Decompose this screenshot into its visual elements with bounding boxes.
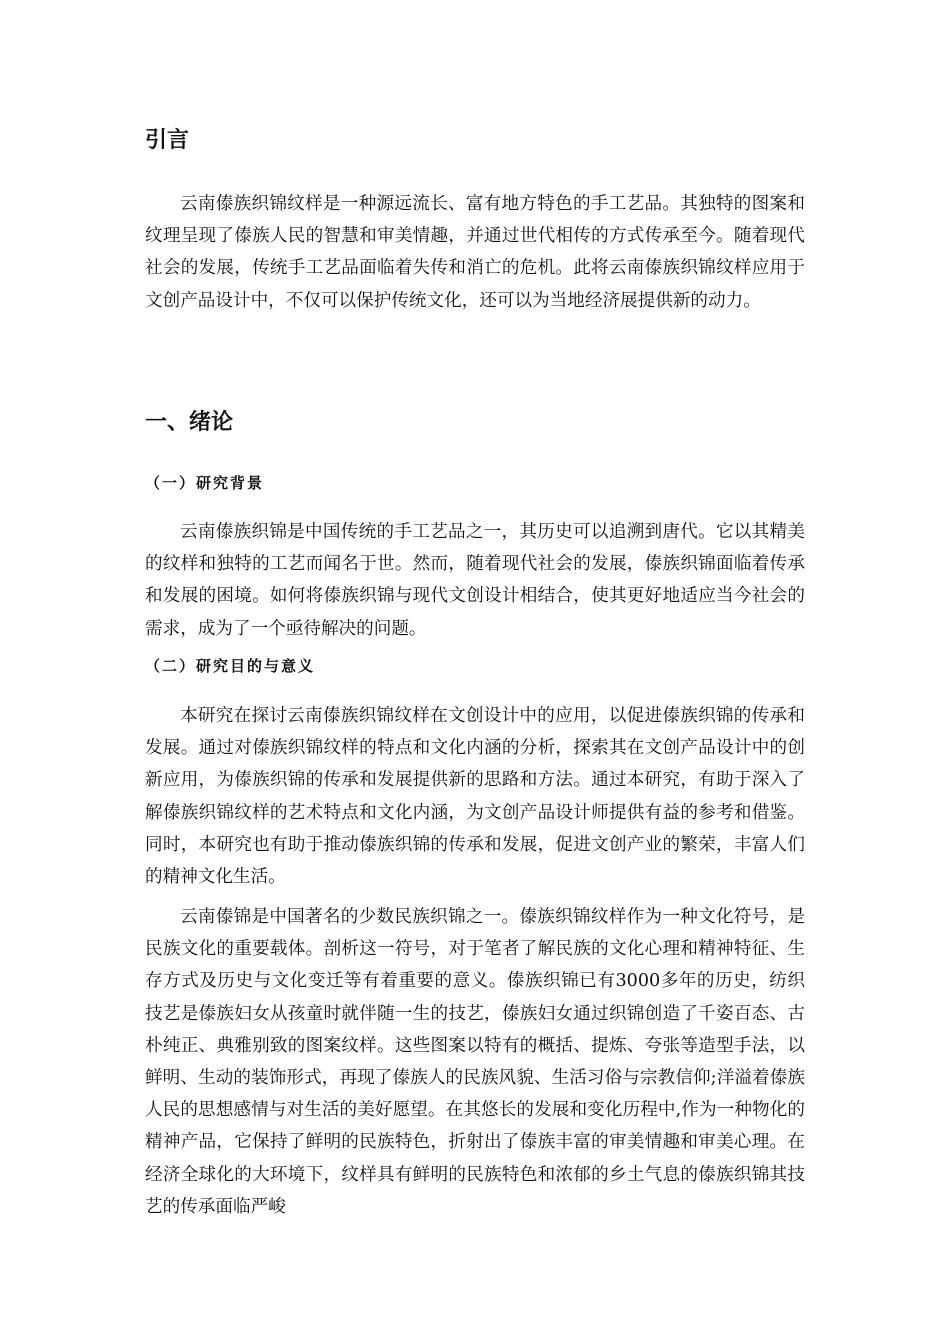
section2-paragraph-2: 云南傣锦是中国著名的少数民族织锦之一。傣族织锦纹样作为一种文化符号，是民族文化的重要载体。剖析这一符号，对于笔者了解民族的文化心理和精神特征、生存方式及历史与文化变迁等有着重要的意义。傣族织锦已有3000多年的历史，纺织技艺是傣族妇女从孩童时就伴随一生的技艺，傣族妇女通过织锦创造了千姿百态、古朴纯正、典雅别致的图案纹样。这些图案以特有的概括、提炼、夸张等造型手法，以鲜明、生动的装饰形式，再现了傣族人的民族风貌、生活习俗与宗教信仰;洋溢着傣族人民的思想感情与对生活的美好愿望。在其悠长的发展和变化历程中,作为一种物化的精神产品，它保持了鲜明的民族特色，折射出了傣族丰富的审美情趣和审美心理。在经济全球化的大环境下，纹样具有鲜明的民族特色和浓郁的乡土气息的傣族织锦其技艺的传承面临严峻 — [145, 907, 805, 1217]
intro-paragraph: 云南傣族织锦纹样是一种源远流长、富有地方特色的手工艺品。其独特的图案和纹理呈现了傣族人民的智慧和审美情趣，并通过世代相传的方式传承至今。随着现代社会的发展，传统手工艺品面临着失传和消亡的危机。此将云南傣族织锦纹样应用于文创产品设计中，不仅可以保护传统文化，还可以为当地经济展提供新的动力。 — [145, 194, 805, 311]
section1-paragraph: 云南傣族织锦是中国传统的手工艺品之一，其历史可以追溯到唐代。它以其精美的纹样和独特的工艺而闻名于世。然而，随着现代社会的发展，傣族织锦面临着传承和发展的困境。如何将傣族织锦与现代文创设计相结合，使其更好地适应当今社会的需求，成为了一个亟待解决的问题。 — [145, 522, 805, 639]
chapter1-heading: 一、绪论 — [145, 410, 234, 435]
intro-heading: 引言 — [145, 128, 190, 153]
section1-heading: （一）研究背景 — [145, 474, 265, 492]
section2-heading: （二）研究目的与意义 — [145, 657, 316, 675]
section2-paragraph-1: 本研究在探讨云南傣族织锦纹样在文创设计中的应用，以促进傣族织锦的传承和发展。通过对傣族织锦纹样的特点和文化内涵的分析，探索其在文创产品设计中的创新应用，为傣族织锦的传承和发展提供新的思路和方法。通过本研究，有助于深入了解傣族织锦纹样的艺术特点和文化内涵，为文创产品设计师提供有益的参考和借鉴。同时，本研究也有助于推动傣族织锦的传承和发展，促进文创产业的繁荣，丰富人们的精神文化生活。 — [145, 706, 805, 888]
